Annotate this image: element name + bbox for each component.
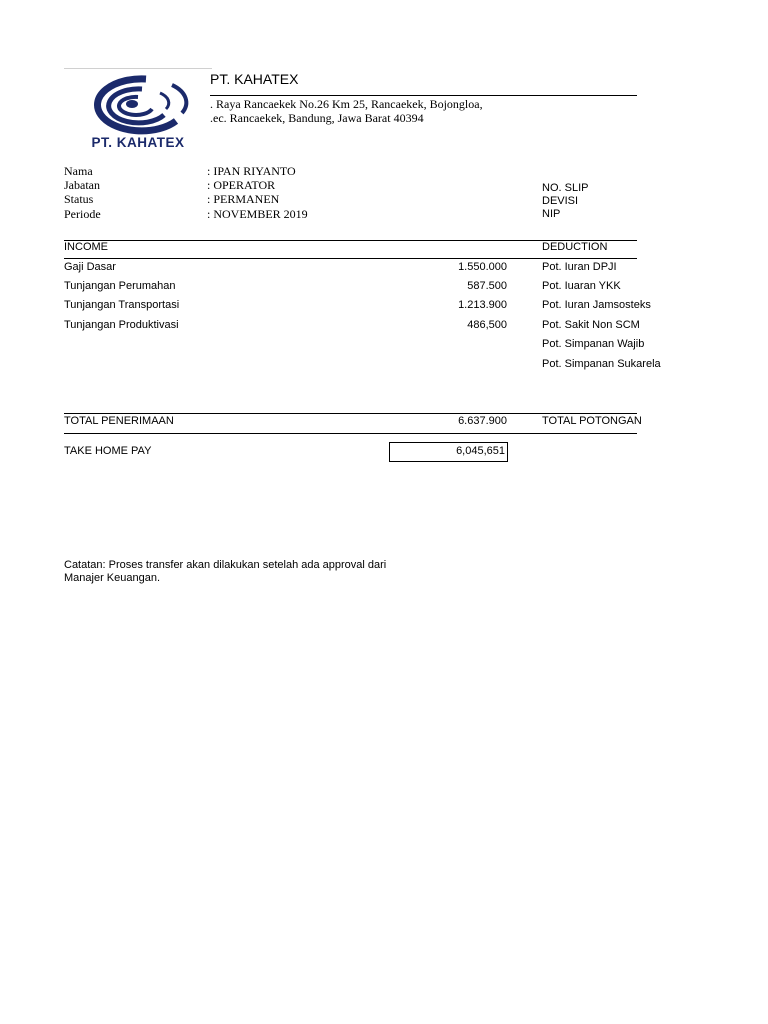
income-header: INCOME [64, 241, 108, 253]
employee-label-periode: Periode [64, 207, 101, 221]
label-devisi: DEVISI [542, 195, 579, 207]
deduction-item-label: Pot. Simpanan Sukarela [542, 358, 661, 370]
total-income-label: TOTAL PENERIMAAN [64, 415, 174, 427]
table-header-rule [64, 258, 637, 259]
totals-bottom-rule [64, 433, 637, 434]
deduction-item-label: Pot. Sakit Non SCM [542, 319, 640, 331]
employee-label-jabatan: Jabatan [64, 178, 100, 192]
label-no-slip: NO. SLIP [542, 182, 589, 194]
take-home-pay-label: TAKE HOME PAY [64, 445, 152, 457]
deduction-item-label: Pot. Iuran DPJI [542, 261, 617, 273]
header-divider [210, 95, 637, 96]
note-line-2: Manajer Keuangan. [64, 572, 161, 584]
address-line-2: .ec. Rancaekek, Bandung, Jawa Barat 40394 [210, 111, 424, 125]
take-home-pay-value: 6,045,651 [456, 445, 505, 457]
employee-value-status: : PERMANEN [207, 192, 280, 206]
deduction-item-label: Pot. Iuran Jamsosteks [542, 299, 651, 311]
employee-value-jabatan: : OPERATOR [207, 178, 276, 192]
deduction-item-label: Pot. Iuaran YKK [542, 280, 621, 292]
label-nip: NIP [542, 208, 561, 220]
address-line-1: . Raya Rancaekek No.26 Km 25, Rancaekek, Bojongloa, [210, 97, 483, 111]
employee-value-nama: : IPAN RIYANTO [207, 164, 296, 178]
income-item-label: Tunjangan Transportasi [64, 299, 180, 311]
totals-top-rule [64, 413, 637, 414]
income-item-amount: 587.500 [467, 280, 507, 292]
income-item-label: Tunjangan Produktivasi [64, 319, 179, 331]
income-item-amount: 1.550.000 [458, 261, 507, 273]
deduction-item-label: Pot. Simpanan Wajib [542, 338, 645, 350]
deduction-header: DEDUCTION [542, 241, 608, 253]
company-name: PT. KAHATEX [210, 71, 299, 87]
logo-border [64, 68, 212, 69]
income-item-amount: 486,500 [467, 319, 507, 331]
total-income-value: 6.637.900 [458, 415, 507, 427]
income-item-label: Gaji Dasar [64, 261, 116, 273]
company-logo [64, 68, 212, 154]
kahatex-logo-icon [84, 73, 192, 135]
logo-text: PT. KAHATEX [91, 135, 185, 150]
employee-label-nama: Nama [64, 164, 93, 178]
employee-value-periode: : NOVEMBER 2019 [207, 207, 308, 221]
income-item-label: Tunjangan Perumahan [64, 280, 176, 292]
note-line-1: Catatan: Proses transfer akan dilakukan setelah ada approval dari [64, 559, 387, 571]
income-item-amount: 1.213.900 [458, 299, 507, 311]
total-deduction-label: TOTAL POTONGAN [542, 415, 642, 427]
employee-label-status: Status [64, 192, 94, 206]
